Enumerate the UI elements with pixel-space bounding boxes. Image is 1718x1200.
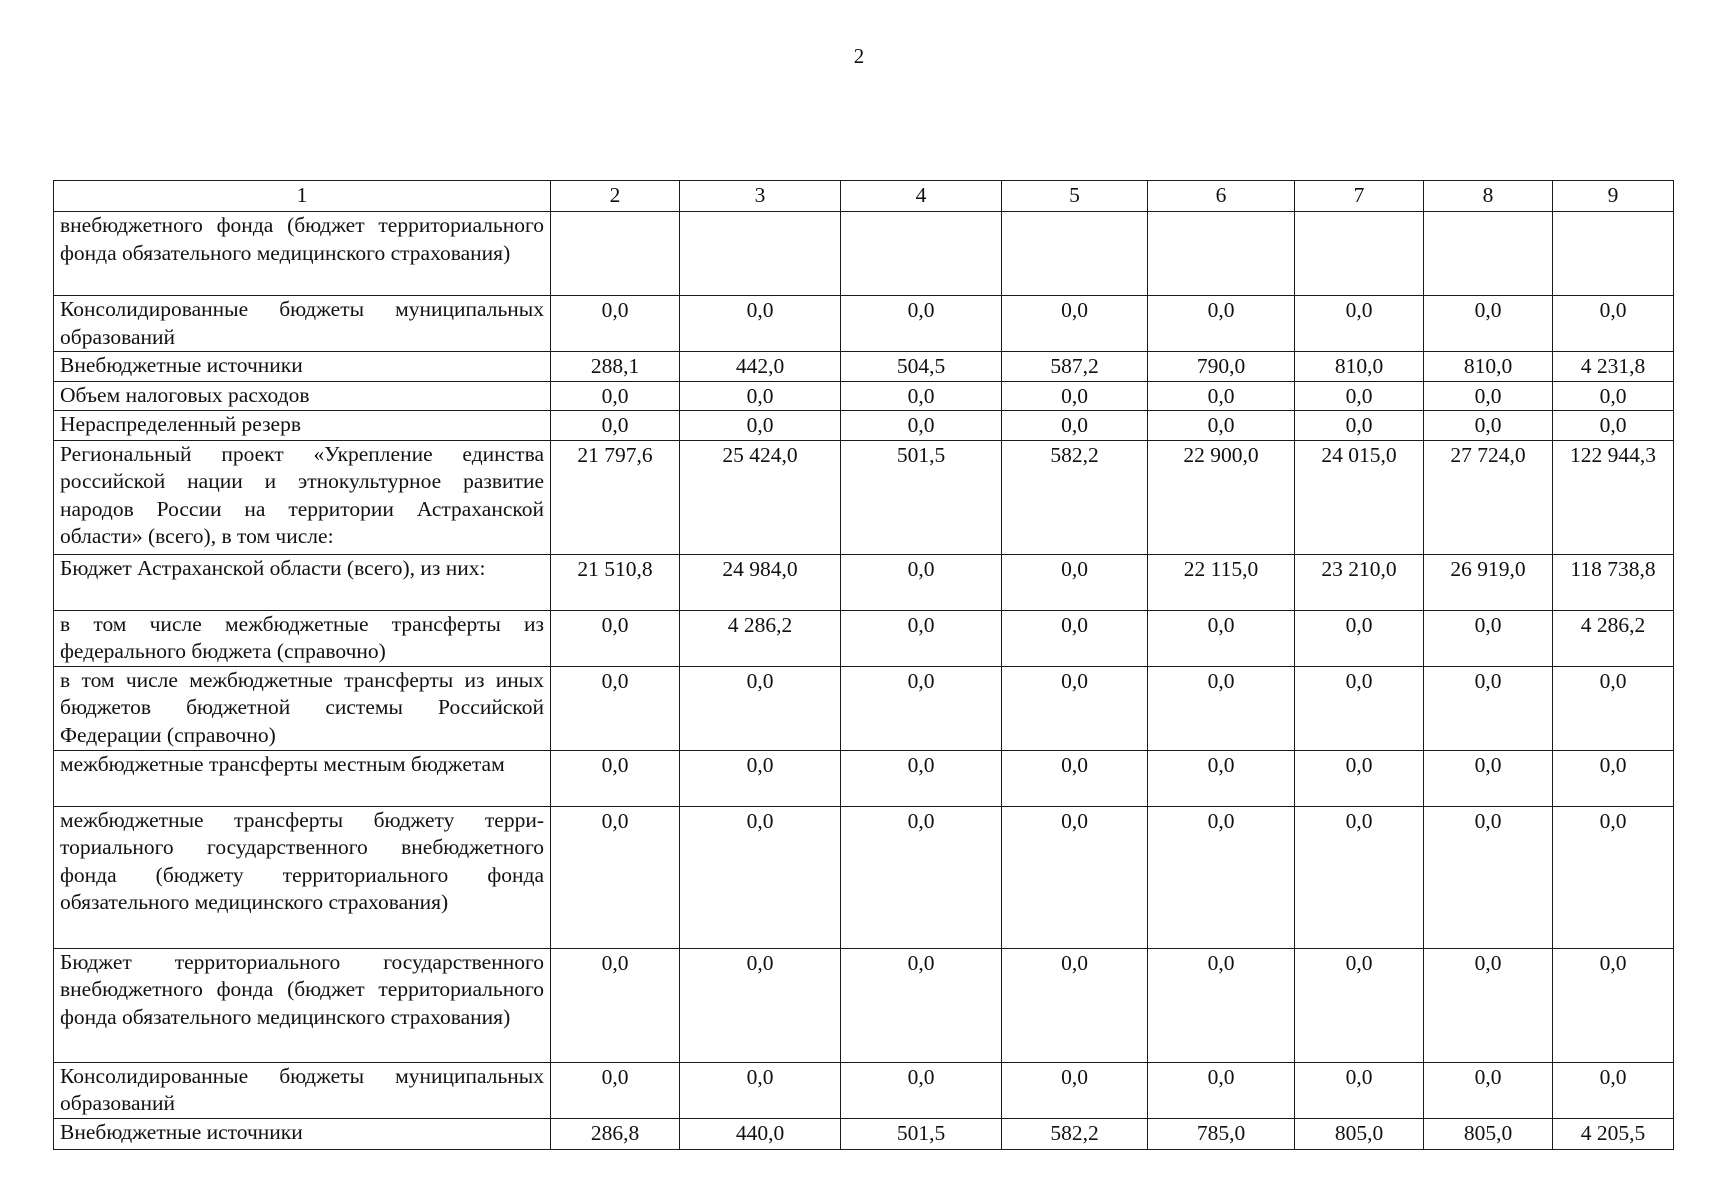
table-row [54,381,1674,411]
value-cell: 0,0 [1002,411,1148,441]
table-row [54,1118,1674,1149]
column-number: 9 [1553,181,1674,212]
row-label: Региональный проект «Укрепление единства российской нации и этнокультурное развитие народов России на территории Астраханской области» (всего), в том числе: [54,440,551,554]
value-cell: 0,0 [1424,610,1553,666]
value-cell: 0,0 [1148,666,1295,750]
value-cell: 22 900,0 [1148,440,1295,554]
column-number: 7 [1295,181,1424,212]
row-label: Внебюджетные источники [54,1118,551,1149]
value-cell: 0,0 [1148,1062,1295,1118]
value-cell: 0,0 [841,411,1002,441]
value-cell: 0,0 [1148,750,1295,806]
value-cell: 0,0 [551,666,680,750]
value-cell: 0,0 [1002,1062,1148,1118]
row-label: Внебюджетные источники [54,352,551,382]
value-cell: 442,0 [680,352,841,382]
value-cell: 0,0 [1553,296,1674,352]
value-cell: 0,0 [680,666,841,750]
value-cell: 0,0 [1295,806,1424,948]
value-cell: 0,0 [680,296,841,352]
row-label: Консолидированные бюджеты муниципальных образований [54,1062,551,1118]
value-cell: 0,0 [680,1062,841,1118]
value-cell: 286,8 [551,1118,680,1149]
value-cell: 0,0 [1553,411,1674,441]
table-row [54,1062,1674,1118]
value-cell: 0,0 [1553,1062,1674,1118]
value-cell: 0,0 [1148,411,1295,441]
column-number-row [54,181,1674,212]
value-cell: 118 738,8 [1553,554,1674,610]
value-cell: 0,0 [1002,610,1148,666]
value-cell: 0,0 [1295,948,1424,1062]
row-label: Бюджет территориального государственного внебюджетного фонда (бюджет территориального фонда обязательного медицинского страхования) [54,948,551,1062]
value-cell: 0,0 [841,948,1002,1062]
value-cell: 0,0 [1002,554,1148,610]
row-label: межбюджетные трансферты местным бюджетам [54,750,551,806]
value-cell: 0,0 [1424,411,1553,441]
value-cell: 0,0 [1424,806,1553,948]
value-cell: 0,0 [1148,948,1295,1062]
row-label: межбюджетные трансферты бюджету территориального государственного внебюджетного фонда (бюджету территориального фонда обязательного медицинского страхования) [54,806,551,948]
column-number: 4 [841,181,1002,212]
value-cell [1002,212,1148,296]
value-cell: 0,0 [841,296,1002,352]
row-label: Объем налоговых расходов [54,381,551,411]
value-cell: 790,0 [1148,352,1295,382]
value-cell: 0,0 [1295,750,1424,806]
value-cell: 504,5 [841,352,1002,382]
value-cell: 0,0 [551,381,680,411]
value-cell: 582,2 [1002,440,1148,554]
value-cell: 0,0 [1424,381,1553,411]
value-cell: 0,0 [1553,806,1674,948]
value-cell: 4 286,2 [680,610,841,666]
value-cell: 0,0 [1148,296,1295,352]
value-cell: 0,0 [1148,610,1295,666]
table-row [54,750,1674,806]
value-cell: 0,0 [1002,381,1148,411]
row-label: в том числе межбюджетные трансферты из федерального бюджета (справочно) [54,610,551,666]
budget-table [53,180,1674,1150]
row-label: внебюджетного фонда (бюджет территориального фонда обязательного медицинского страхования) [54,212,551,296]
row-label: Консолидированные бюджеты муниципальных образований [54,296,551,352]
value-cell [1148,212,1295,296]
value-cell: 0,0 [1002,806,1148,948]
value-cell: 440,0 [680,1118,841,1149]
value-cell: 0,0 [1295,296,1424,352]
page-number: 2 [853,44,865,68]
value-cell: 0,0 [1002,750,1148,806]
value-cell: 0,0 [1002,296,1148,352]
table-row [54,806,1674,948]
value-cell: 25 424,0 [680,440,841,554]
value-cell: 0,0 [1424,1062,1553,1118]
value-cell: 0,0 [841,1062,1002,1118]
value-cell: 0,0 [1148,381,1295,411]
value-cell: 4 231,8 [1553,352,1674,382]
row-label: Бюджет Астраханской области (всего), из них: [54,554,551,610]
value-cell: 501,5 [841,440,1002,554]
value-cell [1424,212,1553,296]
value-cell: 0,0 [680,750,841,806]
value-cell: 0,0 [841,750,1002,806]
value-cell: 0,0 [551,610,680,666]
value-cell [841,212,1002,296]
value-cell [1553,212,1674,296]
column-number: 2 [551,181,680,212]
value-cell: 0,0 [1424,750,1553,806]
table-row [54,554,1674,610]
table-row [54,296,1674,352]
value-cell: 0,0 [551,948,680,1062]
value-cell: 21 797,6 [551,440,680,554]
value-cell: 0,0 [841,381,1002,411]
value-cell: 0,0 [1553,381,1674,411]
row-label: Нераспределенный резерв [54,411,551,441]
value-cell: 0,0 [1424,948,1553,1062]
value-cell: 27 724,0 [1424,440,1553,554]
value-cell: 0,0 [551,1062,680,1118]
value-cell: 122 944,3 [1553,440,1674,554]
value-cell: 0,0 [1295,381,1424,411]
table-row [54,666,1674,750]
value-cell: 0,0 [1295,610,1424,666]
column-number: 6 [1148,181,1295,212]
value-cell: 0,0 [841,666,1002,750]
value-cell: 4 286,2 [1553,610,1674,666]
value-cell: 0,0 [1424,666,1553,750]
value-cell: 582,2 [1002,1118,1148,1149]
value-cell: 0,0 [1148,806,1295,948]
table-row [54,352,1674,382]
value-cell: 0,0 [680,411,841,441]
value-cell: 810,0 [1424,352,1553,382]
value-cell: 0,0 [680,381,841,411]
value-cell: 0,0 [1424,296,1553,352]
value-cell: 4 205,5 [1553,1118,1674,1149]
value-cell: 23 210,0 [1295,554,1424,610]
value-cell: 0,0 [551,750,680,806]
column-number: 5 [1002,181,1148,212]
row-label: в том числе межбюджетные трансферты из иных бюджетов бюджетной системы Российской Федерации (справочно) [54,666,551,750]
value-cell: 0,0 [841,806,1002,948]
value-cell: 0,0 [680,806,841,948]
column-number: 8 [1424,181,1553,212]
value-cell: 805,0 [1295,1118,1424,1149]
table-row [54,610,1674,666]
value-cell: 26 919,0 [1424,554,1553,610]
value-cell: 22 115,0 [1148,554,1295,610]
value-cell: 0,0 [1295,1062,1424,1118]
table-row [54,411,1674,441]
value-cell: 0,0 [1553,666,1674,750]
value-cell: 288,1 [551,352,680,382]
value-cell: 21 510,8 [551,554,680,610]
value-cell: 0,0 [680,948,841,1062]
value-cell: 24 984,0 [680,554,841,610]
table-row [54,212,1674,296]
column-number: 1 [54,181,551,212]
value-cell: 0,0 [551,806,680,948]
value-cell: 785,0 [1148,1118,1295,1149]
value-cell: 0,0 [841,610,1002,666]
value-cell: 0,0 [841,554,1002,610]
table-row [54,948,1674,1062]
value-cell: 587,2 [1002,352,1148,382]
value-cell: 0,0 [551,411,680,441]
value-cell: 0,0 [1002,666,1148,750]
value-cell: 0,0 [1553,750,1674,806]
table-row [54,440,1674,554]
value-cell [680,212,841,296]
value-cell: 0,0 [1002,948,1148,1062]
value-cell: 24 015,0 [1295,440,1424,554]
value-cell: 501,5 [841,1118,1002,1149]
value-cell [1295,212,1424,296]
value-cell: 0,0 [551,296,680,352]
value-cell: 805,0 [1424,1118,1553,1149]
value-cell [551,212,680,296]
value-cell: 0,0 [1553,948,1674,1062]
value-cell: 0,0 [1295,411,1424,441]
column-number: 3 [680,181,841,212]
value-cell: 810,0 [1295,352,1424,382]
value-cell: 0,0 [1295,666,1424,750]
